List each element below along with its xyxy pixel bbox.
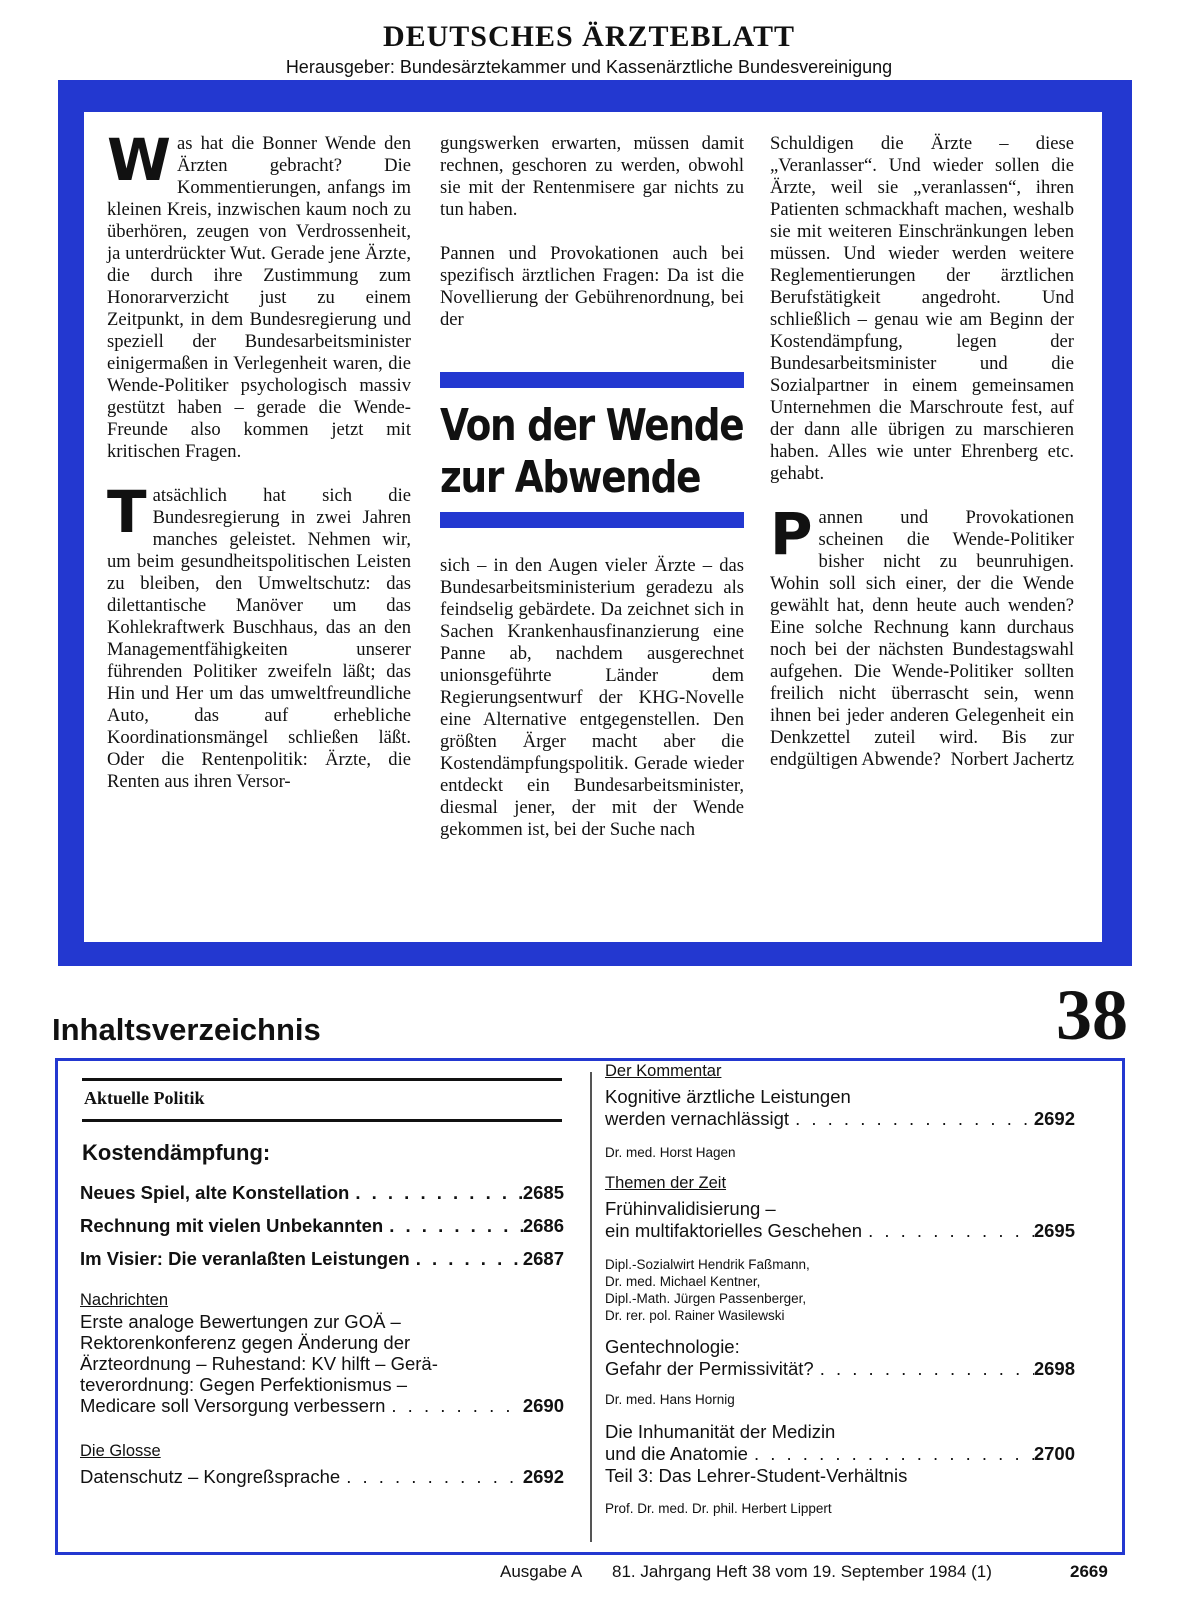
toc-page-number: 2685: [522, 1182, 564, 1203]
toc-entry-gentechnologie[interactable]: Gentechnologie: Gefahr der Permissivität? . . . 2698: [605, 1336, 1075, 1380]
article-paragraph: Schuldigen die Ärzte – diese „Veranlasser“. Und wieder sollen die Ärzte, weil sie „veranlassen“, ihren Patienten schmackhaft machen, weshalb sie mit weiteren Einschränkungen leben müssen. Und wieder werden weitere Reglementierungen der ärztlichen Berufstätigkeit angedroht. Und schließlich – genau wie am Beginn der Kostendämpfung, legen der Bundesarbeitsminister und die Sozialpartner in einem gemeinsamen Unternehmen die Marschroute fest, auf der dann alle übrigen zu marschieren haben. Alles wie unter Ehrenberg etc. gehabt.: [770, 133, 1074, 484]
article-paragraph: Was hat die Bonner Wende den Ärzten gebracht? Die Kommentierungen, anfangs im kleinen Kreis, inzwischen kaum noch zu überhören, zeugen von Verdrossenheit, ja unterdrückter Wut. Gerade jene Ärzte, die durch ihre Zustimmung zum Honorarverzicht just zu einem Zeitpunkt, in dem Bundesregierung und speziell der Bundesarbeitsminister einigermaßen in Verlegenheit waren, die Wende-Politiker psychologisch massiv gestützt haben – gerade die Wende-Freunde also kommen jetzt mit kritischen Fragen.: [107, 126, 411, 462]
drop-cap: P: [770, 500, 813, 568]
toc-entry[interactable]: Im Visier: Die veranlaßten Leistungen . . . 2687: [80, 1248, 564, 1270]
toc-page-number: 2692: [1033, 1108, 1075, 1129]
toc-heading-glosse: Die Glosse: [80, 1442, 161, 1460]
article-paragraph: Tatsächlich hat sich die Bundesregierung in zwei Jahren manches geleistet. Nehmen wir, um beim gesundheitspolitischen Leisten zu bleiben, den Umweltschutz: das dilettantische Manöver um das Kohlekraftwerk Buschhaus, das an den Managementfähigkeiten unserer führenden Politiker zweifeln läßt; das Hin und Her um das umweltfreundliche Auto, das auf erhebliche Koordinationsmängel schließen läßt. Oder die Rentenpolitik: Ärzte, die Renten aus ihren Versor-: [107, 478, 411, 792]
footer-issue-info: 81. Jahrgang Heft 38 vom 19. September 1984 (1): [612, 1562, 992, 1581]
headline-bar-top: [440, 372, 744, 388]
masthead: [0, 20, 1178, 78]
toc-entry-inhumanitaet[interactable]: Die Inhumanität der Medizin und die Anatomie . . . 2700 Teil 3: Das Lehrer-Student-Verhältnis: [605, 1421, 1075, 1487]
toc-entry-nachrichten[interactable]: Erste analoge Bewertungen zur GOÄ – Rektorenkonferenz gegen Änderung der Ärzteordnung – Ruhestand: KV hilft – Gerä- teverordnung: Gegen Perfektionismus – Medicare soll Versorgung verbessern . . . 2690: [80, 1311, 564, 1416]
toc-author: Prof. Dr. med. Dr. phil. Herbert Lippert: [605, 1501, 832, 1516]
headline-bar-bottom: [440, 512, 744, 528]
toc-entry[interactable]: Datenschutz – Kongreßsprache . . . 2692: [80, 1466, 564, 1488]
toc-entry[interactable]: Neues Spiel, alte Konstellation . . . 2685: [80, 1182, 564, 1204]
magazine-title: DEUTSCHES ÄRZTEBLATT: [382, 20, 796, 53]
toc-page-number: 2690: [522, 1395, 564, 1416]
toc-heading-themen: Themen der Zeit: [605, 1174, 727, 1192]
toc-page-number: 2700: [1033, 1443, 1075, 1464]
toc-entry-kommentar[interactable]: Kognitive ärztliche Leistungen werden vernachlässigt . . . 2692: [605, 1086, 1075, 1130]
article-column-2-continued: [440, 555, 744, 863]
article-headline: Von der Wende zur Abwende: [440, 400, 744, 503]
footer-edition: Ausgabe A: [500, 1562, 583, 1581]
article-paragraph: Pannen und Provokationen auch bei spezifisch ärztlichen Fragen: Da ist die Novellierung der Gebührenordnung, bei der: [440, 243, 744, 330]
toc-page-number: 2692: [522, 1466, 564, 1487]
toc-subhead-kostendaempfung: Kostendämpfung:: [82, 1140, 271, 1165]
toc-page-number: 2686: [522, 1215, 564, 1236]
toc-page-number: 2695: [1033, 1220, 1075, 1241]
headline-box: [440, 372, 744, 534]
toc-authors: Dipl.-Sozialwirt Hendrik Faßmann, Dr. med. Michael Kentner, Dipl.-Math. Jürgen Passenberger, Dr. rer. pol. Rainer Wasilewski: [605, 1257, 810, 1323]
toc-entry[interactable]: Rechnung mit vielen Unbekannten . . . 2686: [80, 1215, 564, 1237]
article-paragraph: sich – in den Augen vieler Ärzte – das Bundesarbeitsministerium geradezu als feindselig gebärdete. Da zeichnet sich in Sachen Krankenhausfinanzierung eine Panne ab, nachdem ausgerechnet unionsgeführte Länder dem Regierungsentwurf der KHG-Novelle eine Alternative entgegenstellen. Den größten Ärger macht aber die Kostendämpfungspolitik. Gerade wieder entdeckt ein Bundesarbeitsminister, diesmal jener, der mit der Wende gekommen ist, bei der Suche nach: [440, 555, 744, 840]
article-paragraph: gungswerken erwarten, müssen damit rechnen, geschoren zu werden, obwohl sie mit der Rentenmisere gar nichts zu tun haben.: [440, 133, 744, 220]
publisher-line: Herausgeber: Bundesärztekammer und Kassenärztliche Bundesvereinigung: [285, 57, 893, 77]
article-paragraph: Pannen und Provokationen scheinen die Wende-Politiker bisher nicht zu beunruhigen. Wohin soll sich einer, der die Wende gewählt hat, denn heute auch wenden? Eine solche Rechnung kann durchaus noch bei der nächsten Bundestagswahl aufgehen. Die Wende-Politiker sollten freilich nicht überrascht sein, wenn ihnen bei jeder anderen Gelegenheit ein Denkzettel zuteil wird. Bis zur endgültigen Abwende? Norbert Jachertz: [770, 500, 1074, 770]
toc-divider: [590, 1072, 592, 1542]
drop-cap: W: [107, 126, 171, 194]
toc-page-number: 2698: [1033, 1358, 1075, 1379]
drop-cap: T: [107, 478, 147, 546]
article-column-1: [107, 126, 411, 815]
toc-title: Inhaltsverzeichnis: [52, 1012, 321, 1047]
article-column-3: [770, 133, 1074, 793]
toc-page-number: 2687: [522, 1248, 564, 1269]
footer-page-number: 2669: [1070, 1562, 1108, 1581]
toc-heading-kommentar: Der Kommentar: [605, 1062, 722, 1080]
toc-heading-nachrichten: Nachrichten: [80, 1291, 169, 1309]
issue-number: 38: [1056, 975, 1128, 1055]
toc-entry-themen[interactable]: Frühinvalidisierung – ein multifaktorielles Geschehen . . . 2695: [605, 1198, 1075, 1242]
toc-author: Dr. med. Hans Hornig: [605, 1392, 735, 1407]
article-author: Norbert Jachertz: [950, 749, 1074, 770]
toc-author: Dr. med. Horst Hagen: [605, 1145, 736, 1160]
section-aktuelle-politik: Aktuelle Politik: [82, 1078, 562, 1122]
article-column-2: [440, 133, 744, 353]
